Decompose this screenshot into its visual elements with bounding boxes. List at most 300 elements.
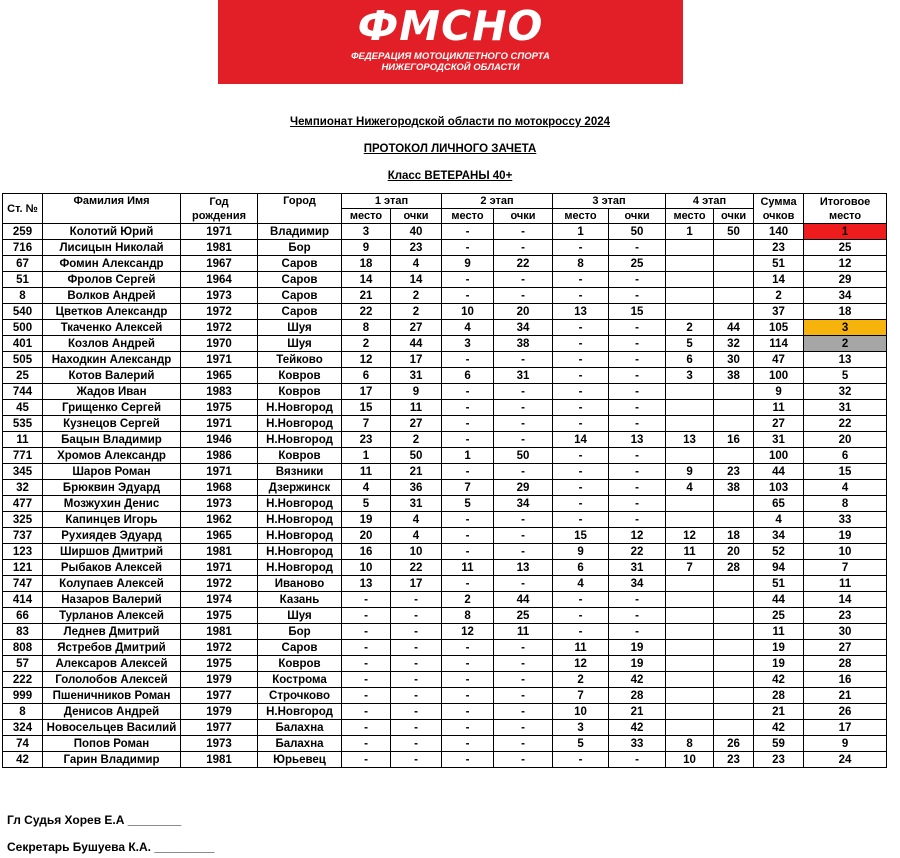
stage4-points-cell <box>714 448 754 464</box>
birth-year-cell: 1973 <box>181 288 258 304</box>
stage3-place-cell: - <box>553 480 609 496</box>
stage1-points-cell: - <box>391 592 442 608</box>
birth-year-cell: 1968 <box>181 480 258 496</box>
stage2-place-cell: - <box>442 672 494 688</box>
stage3-place-cell: 6 <box>553 560 609 576</box>
stage1-points-cell: 17 <box>391 352 442 368</box>
sum-points-cell: 14 <box>754 272 804 288</box>
name-cell: Мозжухин Денис <box>43 496 181 512</box>
stage2-points-cell: 25 <box>494 608 553 624</box>
stage2-points-cell: 31 <box>494 368 553 384</box>
stage2-points-cell: - <box>494 640 553 656</box>
final-place-cell: 8 <box>804 496 887 512</box>
table-row <box>3 224 887 240</box>
stage3-place-cell: 10 <box>553 704 609 720</box>
birth-year-cell: 1965 <box>181 368 258 384</box>
stage3-points-cell: - <box>609 448 666 464</box>
city-cell: Иваново <box>258 576 342 592</box>
stage1-points-cell: 27 <box>391 416 442 432</box>
city-cell: Н.Новгород <box>258 704 342 720</box>
stage4-points-cell: 38 <box>714 480 754 496</box>
city-cell: Бор <box>258 240 342 256</box>
city-cell: Юрьевец <box>258 752 342 768</box>
birth-year-cell: 1971 <box>181 464 258 480</box>
start-number-cell: 222 <box>3 672 43 688</box>
final-place-cell: 34 <box>804 288 887 304</box>
name-cell: Жадов Иван <box>43 384 181 400</box>
stage3-points-cell: 31 <box>609 560 666 576</box>
stage1-place-cell: 18 <box>342 256 391 272</box>
stage2-points-cell: 34 <box>494 320 553 336</box>
stage1-points-cell: - <box>391 736 442 752</box>
stage3-points-cell: - <box>609 464 666 480</box>
stage4-points-cell <box>714 608 754 624</box>
city-cell: Н.Новгород <box>258 512 342 528</box>
sum-points-cell: 19 <box>754 656 804 672</box>
stage2-points-cell: - <box>494 288 553 304</box>
stage2-points-cell: - <box>494 720 553 736</box>
start-number-cell: 535 <box>3 416 43 432</box>
stage2-points-cell: - <box>494 512 553 528</box>
stage2-place-cell: - <box>442 528 494 544</box>
stage1-points-cell: 44 <box>391 336 442 352</box>
stage4-points-cell <box>714 256 754 272</box>
birth-year-cell: 1975 <box>181 608 258 624</box>
city-cell: Строчково <box>258 688 342 704</box>
stage1-place-cell: 20 <box>342 528 391 544</box>
stage2-points-cell: - <box>494 672 553 688</box>
table-row <box>3 480 887 496</box>
stage4-place-cell <box>666 448 714 464</box>
stage4-points-header: очки <box>714 209 754 224</box>
city-cell: Н.Новгород <box>258 528 342 544</box>
start-number-cell: 121 <box>3 560 43 576</box>
stage3-place-cell: 9 <box>553 544 609 560</box>
stage4-place-cell <box>666 576 714 592</box>
stage1-points-cell: 23 <box>391 240 442 256</box>
final-place-cell: 3 <box>804 320 887 336</box>
city-cell: Балахна <box>258 736 342 752</box>
stage1-place-cell: 23 <box>342 432 391 448</box>
stage3-place-cell: 4 <box>553 576 609 592</box>
name-cell: Лисицын Николай <box>43 240 181 256</box>
stage1-place-cell: 22 <box>342 304 391 320</box>
table-row <box>3 352 887 368</box>
federation-banner <box>218 0 683 84</box>
name-cell: Рухиядев Эдуард <box>43 528 181 544</box>
results-table <box>2 193 887 768</box>
final-place-cell: 16 <box>804 672 887 688</box>
stage3-place-cell: - <box>553 512 609 528</box>
sum-points-cell: 28 <box>754 688 804 704</box>
table-row <box>3 336 887 352</box>
stage4-points-cell <box>714 416 754 432</box>
stage1-place-cell: 15 <box>342 400 391 416</box>
sum-points-cell: 9 <box>754 384 804 400</box>
stage3-points-cell: - <box>609 496 666 512</box>
stage1-points-cell: 9 <box>391 384 442 400</box>
stage2-place-cell: - <box>442 352 494 368</box>
stage1-points-cell: - <box>391 688 442 704</box>
stage3-place-cell: 1 <box>553 224 609 240</box>
stage1-place-cell: - <box>342 752 391 768</box>
col-header-sum: Сумма очков <box>754 194 804 224</box>
stage2-place-cell: 5 <box>442 496 494 512</box>
city-cell: Шуя <box>258 336 342 352</box>
stage2-place-header: место <box>442 209 494 224</box>
stage1-points-cell: 10 <box>391 544 442 560</box>
name-cell: Рыбаков Алексей <box>43 560 181 576</box>
stage3-place-cell: 12 <box>553 656 609 672</box>
sum-points-cell: 100 <box>754 368 804 384</box>
col-header-stage1: 1 этап <box>342 194 442 209</box>
stage4-place-cell <box>666 512 714 528</box>
stage3-place-cell: - <box>553 608 609 624</box>
stage1-place-cell: - <box>342 592 391 608</box>
stage2-points-cell: - <box>494 576 553 592</box>
stage1-place-cell: 4 <box>342 480 391 496</box>
table-row <box>3 272 887 288</box>
birth-year-cell: 1971 <box>181 416 258 432</box>
stage3-place-cell: - <box>553 384 609 400</box>
stage4-place-cell <box>666 272 714 288</box>
name-cell: Волков Андрей <box>43 288 181 304</box>
final-place-cell: 24 <box>804 752 887 768</box>
stage1-points-cell: - <box>391 624 442 640</box>
birth-year-cell: 1979 <box>181 672 258 688</box>
stage2-place-cell: 4 <box>442 320 494 336</box>
stage4-place-cell: 13 <box>666 432 714 448</box>
start-number-cell: 737 <box>3 528 43 544</box>
col-header-city: Город <box>258 194 342 224</box>
stage3-points-cell: - <box>609 624 666 640</box>
stage2-points-header: очки <box>494 209 553 224</box>
chief-judge-signature: Гл Судья Хорев Е.А ________ <box>7 813 182 827</box>
name-cell: Находкин Александр <box>43 352 181 368</box>
sum-points-cell: 2 <box>754 288 804 304</box>
table-row <box>3 416 887 432</box>
final-place-cell: 31 <box>804 400 887 416</box>
stage3-points-cell: - <box>609 336 666 352</box>
name-cell: Фомин Александр <box>43 256 181 272</box>
stage3-points-cell: 12 <box>609 528 666 544</box>
city-cell: Саров <box>258 272 342 288</box>
sum-points-cell: 11 <box>754 624 804 640</box>
final-place-cell: 26 <box>804 704 887 720</box>
federation-name-line1: ФЕДЕРАЦИЯ МОТОЦИКЛЕТНОГО СПОРТА <box>351 51 550 62</box>
stage1-points-cell: 22 <box>391 560 442 576</box>
sum-points-cell: 23 <box>754 240 804 256</box>
name-cell: Грищенко Сергей <box>43 400 181 416</box>
start-number-cell: 414 <box>3 592 43 608</box>
stage3-place-cell: 5 <box>553 736 609 752</box>
stage2-place-cell: - <box>442 640 494 656</box>
table-row <box>3 432 887 448</box>
stage4-place-cell: 4 <box>666 480 714 496</box>
start-number-cell: 716 <box>3 240 43 256</box>
stage1-points-cell: - <box>391 640 442 656</box>
final-place-cell: 25 <box>804 240 887 256</box>
stage3-points-cell: - <box>609 480 666 496</box>
stage1-points-cell: 50 <box>391 448 442 464</box>
birth-year-cell: 1972 <box>181 320 258 336</box>
final-place-cell: 1 <box>804 224 887 240</box>
name-cell: Цветков Александр <box>43 304 181 320</box>
table-row <box>3 240 887 256</box>
stage1-points-cell: - <box>391 752 442 768</box>
final-place-cell: 2 <box>804 336 887 352</box>
sum-points-cell: 31 <box>754 432 804 448</box>
stage2-place-cell: 9 <box>442 256 494 272</box>
stage1-points-cell: 11 <box>391 400 442 416</box>
stage2-points-cell: - <box>494 656 553 672</box>
birth-year-cell: 1981 <box>181 624 258 640</box>
stage1-points-cell: 17 <box>391 576 442 592</box>
stage4-points-cell <box>714 592 754 608</box>
sum-points-cell: 42 <box>754 720 804 736</box>
stage3-place-cell: - <box>553 240 609 256</box>
city-cell: Ковров <box>258 448 342 464</box>
stage3-place-cell: - <box>553 464 609 480</box>
sum-points-cell: 103 <box>754 480 804 496</box>
col-header-stage4: 4 этап <box>666 194 754 209</box>
stage2-place-cell: 7 <box>442 480 494 496</box>
table-row <box>3 544 887 560</box>
birth-year-cell: 1972 <box>181 304 258 320</box>
stage4-points-cell <box>714 656 754 672</box>
stage1-place-cell: 9 <box>342 240 391 256</box>
stage2-points-cell: - <box>494 384 553 400</box>
stage2-points-cell: - <box>494 416 553 432</box>
stage3-points-cell: 33 <box>609 736 666 752</box>
city-cell: Кострома <box>258 672 342 688</box>
name-cell: Назаров Валерий <box>43 592 181 608</box>
stage4-points-cell <box>714 704 754 720</box>
stage4-place-cell <box>666 656 714 672</box>
stage1-place-cell: 11 <box>342 464 391 480</box>
stage1-points-cell: 31 <box>391 496 442 512</box>
stage2-points-cell: - <box>494 528 553 544</box>
stage4-points-cell: 44 <box>714 320 754 336</box>
final-place-cell: 18 <box>804 304 887 320</box>
stage1-points-cell: 2 <box>391 304 442 320</box>
stage4-points-cell: 16 <box>714 432 754 448</box>
stage2-place-cell: - <box>442 224 494 240</box>
stage2-place-cell: - <box>442 576 494 592</box>
stage4-place-cell <box>666 288 714 304</box>
stage3-place-cell: 2 <box>553 672 609 688</box>
city-cell: Саров <box>258 256 342 272</box>
stage3-place-cell: 3 <box>553 720 609 736</box>
start-number-cell: 744 <box>3 384 43 400</box>
stage2-points-cell: - <box>494 240 553 256</box>
name-cell: Брюквин Эдуард <box>43 480 181 496</box>
stage3-place-cell: - <box>553 416 609 432</box>
final-place-cell: 14 <box>804 592 887 608</box>
city-cell: Ковров <box>258 368 342 384</box>
stage1-place-cell: - <box>342 736 391 752</box>
stage2-place-cell: 10 <box>442 304 494 320</box>
stage4-points-cell: 50 <box>714 224 754 240</box>
col-header-birth-year: Год рождения <box>181 194 258 224</box>
birth-year-cell: 1983 <box>181 384 258 400</box>
stage4-points-cell <box>714 240 754 256</box>
stage3-points-cell: - <box>609 608 666 624</box>
stage3-points-cell: - <box>609 352 666 368</box>
final-place-cell: 22 <box>804 416 887 432</box>
stage1-place-cell: - <box>342 720 391 736</box>
protocol-title: ПРОТОКОЛ ЛИЧНОГО ЗАЧЕТА <box>363 143 537 155</box>
city-cell: Ковров <box>258 656 342 672</box>
birth-year-cell: 1962 <box>181 512 258 528</box>
final-place-cell: 21 <box>804 688 887 704</box>
birth-year-cell: 1975 <box>181 656 258 672</box>
city-cell: Н.Новгород <box>258 432 342 448</box>
city-cell: Бор <box>258 624 342 640</box>
stage2-place-cell: 2 <box>442 592 494 608</box>
birth-year-cell: 1973 <box>181 736 258 752</box>
name-cell: Кузнецов Сергей <box>43 416 181 432</box>
stage1-place-cell: 13 <box>342 576 391 592</box>
start-number-cell: 540 <box>3 304 43 320</box>
sum-points-cell: 42 <box>754 672 804 688</box>
stage4-place-cell <box>666 240 714 256</box>
stage4-points-cell: 20 <box>714 544 754 560</box>
final-place-cell: 32 <box>804 384 887 400</box>
table-row <box>3 704 887 720</box>
start-number-cell: 11 <box>3 432 43 448</box>
stage3-points-cell: 50 <box>609 224 666 240</box>
stage2-place-cell: - <box>442 736 494 752</box>
stage4-points-cell <box>714 304 754 320</box>
birth-year-cell: 1977 <box>181 720 258 736</box>
stage1-place-cell: 19 <box>342 512 391 528</box>
final-place-cell: 19 <box>804 528 887 544</box>
stage3-points-cell: - <box>609 320 666 336</box>
stage2-points-cell: - <box>494 432 553 448</box>
stage4-place-cell <box>666 704 714 720</box>
table-row <box>3 640 887 656</box>
sum-points-cell: 37 <box>754 304 804 320</box>
sum-points-cell: 19 <box>754 640 804 656</box>
stage3-place-cell: - <box>553 352 609 368</box>
birth-year-cell: 1971 <box>181 352 258 368</box>
stage1-points-cell: 14 <box>391 272 442 288</box>
stage2-points-cell: 11 <box>494 624 553 640</box>
start-number-cell: 25 <box>3 368 43 384</box>
stage3-points-cell: - <box>609 368 666 384</box>
start-number-cell: 771 <box>3 448 43 464</box>
start-number-cell: 42 <box>3 752 43 768</box>
stage4-place-cell: 7 <box>666 560 714 576</box>
stage3-place-cell: - <box>553 320 609 336</box>
start-number-cell: 66 <box>3 608 43 624</box>
name-cell: Колотий Юрий <box>43 224 181 240</box>
sum-points-cell: 59 <box>754 736 804 752</box>
city-cell: Владимир <box>258 224 342 240</box>
city-cell: Саров <box>258 640 342 656</box>
city-cell: Н.Новгород <box>258 544 342 560</box>
stage3-place-cell: - <box>553 448 609 464</box>
table-row <box>3 448 887 464</box>
birth-year-cell: 1971 <box>181 560 258 576</box>
stage2-place-cell: - <box>442 544 494 560</box>
table-row <box>3 368 887 384</box>
stage3-points-cell: - <box>609 752 666 768</box>
birth-year-cell: 1967 <box>181 256 258 272</box>
stage4-points-cell: 28 <box>714 560 754 576</box>
stage2-points-cell: 13 <box>494 560 553 576</box>
name-cell: Котов Валерий <box>43 368 181 384</box>
stage3-points-cell: 22 <box>609 544 666 560</box>
stage3-points-cell: 42 <box>609 672 666 688</box>
table-header-row <box>3 194 887 209</box>
stage3-place-cell: - <box>553 592 609 608</box>
name-cell: Колупаев Алексей <box>43 576 181 592</box>
sum-points-cell: 34 <box>754 528 804 544</box>
name-cell: Ширшов Дмитрий <box>43 544 181 560</box>
stage4-points-cell: 23 <box>714 752 754 768</box>
city-cell: Саров <box>258 304 342 320</box>
table-row <box>3 672 887 688</box>
start-number-cell: 51 <box>3 272 43 288</box>
stage4-place-cell: 2 <box>666 320 714 336</box>
stage1-place-cell: - <box>342 688 391 704</box>
stage3-place-cell: 11 <box>553 640 609 656</box>
stage2-place-cell: - <box>442 288 494 304</box>
stage4-place-cell <box>666 304 714 320</box>
table-row <box>3 304 887 320</box>
final-place-cell: 5 <box>804 368 887 384</box>
stage3-points-cell: - <box>609 592 666 608</box>
stage2-points-cell: - <box>494 752 553 768</box>
stage1-points-cell: 4 <box>391 256 442 272</box>
stage2-points-cell: 50 <box>494 448 553 464</box>
stage1-points-cell: - <box>391 672 442 688</box>
name-cell: Козлов Андрей <box>43 336 181 352</box>
results-body <box>3 224 887 768</box>
stage1-place-cell: 1 <box>342 448 391 464</box>
stage2-place-cell: - <box>442 656 494 672</box>
stage1-place-cell: 5 <box>342 496 391 512</box>
table-row <box>3 560 887 576</box>
birth-year-cell: 1964 <box>181 272 258 288</box>
sum-points-cell: 27 <box>754 416 804 432</box>
stage3-place-cell: - <box>553 368 609 384</box>
stage2-points-cell: - <box>494 400 553 416</box>
stage2-points-cell: - <box>494 736 553 752</box>
stage4-points-cell: 18 <box>714 528 754 544</box>
stage4-points-cell: 32 <box>714 336 754 352</box>
final-place-cell: 9 <box>804 736 887 752</box>
final-place-cell: 17 <box>804 720 887 736</box>
stage4-points-cell <box>714 288 754 304</box>
table-row <box>3 512 887 528</box>
city-cell: Шуя <box>258 608 342 624</box>
name-cell: Турланов Алексей <box>43 608 181 624</box>
stage2-points-cell: 20 <box>494 304 553 320</box>
federation-name-line2: НИЖЕГОРОДСКОЙ ОБЛАСТИ <box>381 62 520 73</box>
stage4-place-cell: 11 <box>666 544 714 560</box>
start-number-cell: 45 <box>3 400 43 416</box>
sum-points-cell: 52 <box>754 544 804 560</box>
stage1-place-cell: 12 <box>342 352 391 368</box>
stage1-points-cell: 21 <box>391 464 442 480</box>
start-number-cell: 57 <box>3 656 43 672</box>
stage3-points-cell: 19 <box>609 656 666 672</box>
final-place-cell: 29 <box>804 272 887 288</box>
final-place-cell: 6 <box>804 448 887 464</box>
